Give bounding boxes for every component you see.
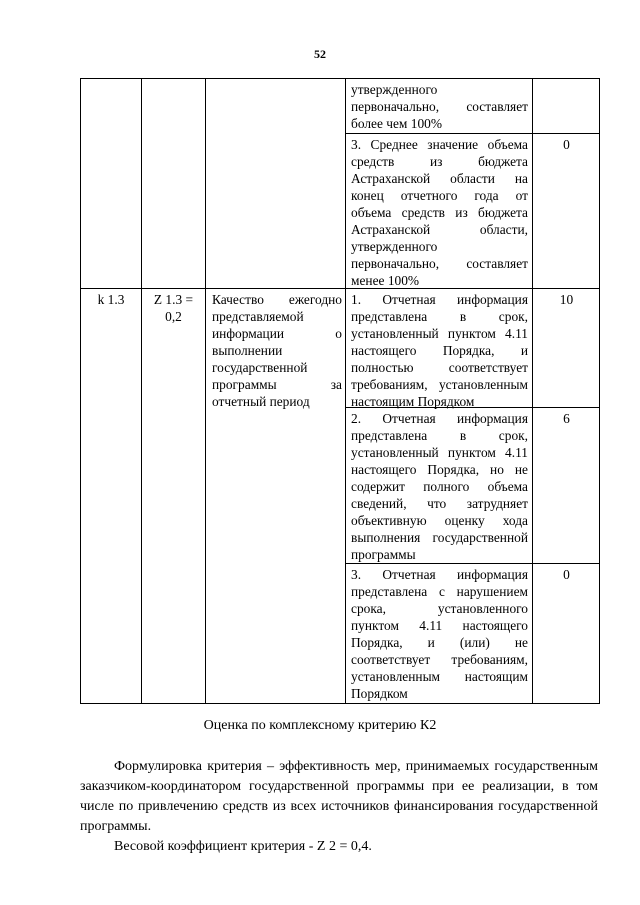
condition-cell: утвержденного первоначально, составляет более чем 100%	[351, 82, 528, 131]
column-divider	[532, 79, 533, 703]
row-divider	[345, 563, 599, 564]
score-cell: 0	[563, 137, 570, 152]
criteria-table	[80, 78, 600, 704]
criterion-formulation: Формулировка критерия – эффективность мер, принимаемых государственным заказчиком-координатором государственной программы при ее реализации, в том числе по привлечению средств из всех источников финансирования государственной программы.	[80, 759, 598, 834]
condition-cell: 3. Среднее значение объема средств из бюджета Астраханской области на конец отчетного года от объема средств из бюджета Астраханской области, утвержденного первоначально, составляет менее 100%	[351, 137, 528, 288]
column-divider	[141, 79, 142, 703]
condition-cell: 1. Отчетная информация представлена в срок, установленный пунктом 4.11 настоящего Порядка, и полностью соответствует требованиям, установленным настоящим Порядком	[351, 292, 528, 409]
score-cell: 10	[559, 292, 574, 307]
page-number: 52	[314, 47, 326, 61]
criterion-description: Качество ежегодно представляемой информации о выполнении государственной программы за отчетный период	[212, 292, 342, 409]
condition-cell: 2. Отчетная информация представлена в срок, установленный пунктом 4.11 настоящего Порядка, но не содержит полного объема сведений, что затрудняет объективную оценку хода выполнения государственной программы	[351, 411, 528, 562]
weight-value: 0,2	[165, 309, 182, 324]
column-divider	[205, 79, 206, 703]
section-caption: Оценка по комплексному критерию К2	[203, 718, 437, 733]
weight-coefficient	[142, 291, 205, 325]
criterion-code: k 1.3	[97, 292, 125, 307]
score-cell: 0	[563, 567, 570, 582]
row-divider	[345, 133, 599, 134]
score-cell: 6	[563, 411, 570, 426]
condition-cell: 3. Отчетная информация представлена с нарушением срока, установленного пунктом 4.11 настоящего Порядка, и (или) не соответствует требованиям, установленным настоящим Порядком	[351, 567, 528, 701]
column-divider	[345, 79, 346, 703]
weight-coefficient-text: Весовой коэффициент критерия - Z 2 = 0,4.	[114, 839, 372, 854]
weight-label: Z 1.3 =	[153, 292, 194, 307]
